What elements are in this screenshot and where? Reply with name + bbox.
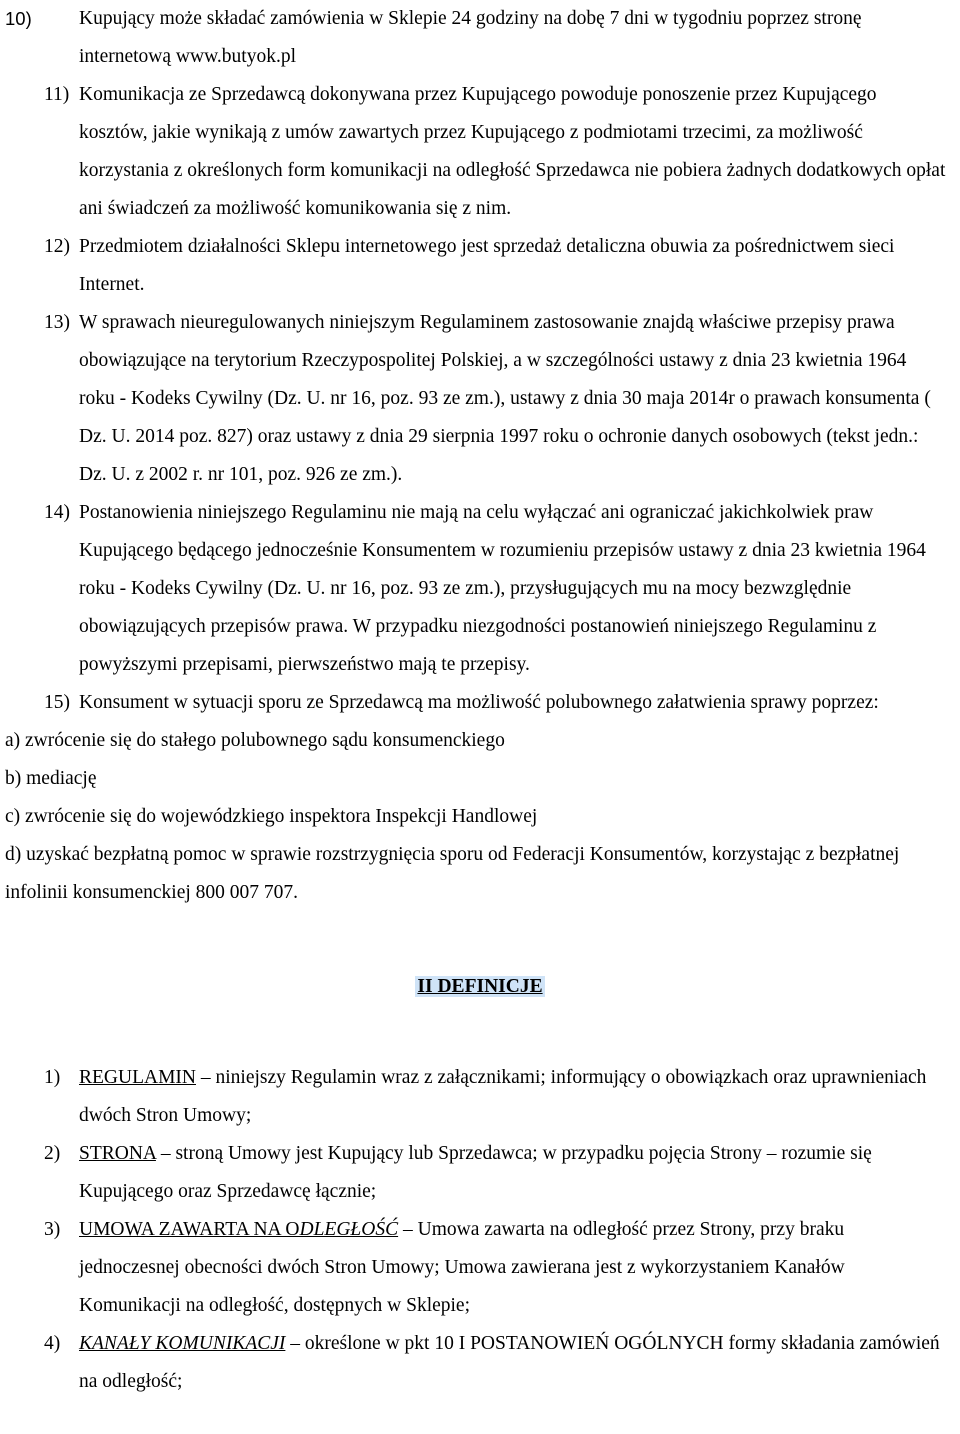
section-heading: II DEFINICJE: [417, 976, 543, 997]
definition-item: [0, 1325, 960, 1401]
definition-text: – określone w pkt 10 I POSTANOWIEŃ OGÓLNYCH formy składania zamówień na odległość;: [79, 1333, 940, 1392]
definition-number: 1): [44, 1067, 61, 1088]
sub-item: d) uzyskać bezpłatną pomoc w sprawie rozstrzygnięcia sporu od Federacji Konsumentów, korzystając z bezpłatnej infolinii konsumenckiej 800 007 707.: [5, 844, 900, 903]
item-text: Konsument w sytuacji sporu ze Sprzedawcą ma możliwość polubownego załatwienia sprawy poprzez:: [79, 692, 879, 713]
sub-item: b) mediację: [5, 768, 97, 789]
definition-number: 3): [44, 1219, 61, 1240]
definition-term: UMOWA ZAWARTA NA O: [79, 1219, 300, 1240]
list-item: [0, 76, 960, 228]
sub-item: c) zwrócenie się do wojewódzkiego inspektora Inspekcji Handlowej: [5, 806, 538, 827]
definition-text: – stroną Umowy jest Kupujący lub Sprzedawca; w przypadku pojęcia Strony – rozumie się Kupującego oraz Sprzedawcę łącznie;: [79, 1143, 872, 1202]
item-number: 14): [44, 502, 70, 523]
item-number: 13): [44, 312, 70, 333]
definition-item: [0, 1211, 960, 1325]
list-item: [0, 684, 960, 722]
definition-item: [0, 1135, 960, 1211]
item-text: Komunikacja ze Sprzedawcą dokonywana przez Kupującego powoduje ponoszenie przez Kupującego kosztów, jakie wynikają z umów zawartych przez Kupującego z podmiotami trzecimi, za możliwość korzystania z określonych form komunikacji na odległość Sprzedawca nie pobiera żadnych dodatkowych opłat ani świadczeń za możliwość komunikowania się z nim.: [79, 84, 946, 219]
definition-term: KANAŁY KOMUNIKACJI: [79, 1333, 286, 1354]
list-item: [0, 304, 960, 494]
definition-number: 4): [44, 1333, 61, 1354]
definition-term: STRONA: [79, 1143, 156, 1164]
definition-term: REGULAMIN: [79, 1067, 196, 1088]
definition-text: – niniejszy Regulamin wraz z załącznikami; informujący o obowiązkach oraz uprawnieniach dwóch Stron Umowy;: [79, 1067, 927, 1126]
item-number: 15): [44, 692, 70, 713]
item-text: Postanowienia niniejszego Regulaminu nie mają na celu wyłączać ani ograniczać jakichkolwiek praw Kupującego będącego jednocześnie Konsumentem w rozumieniu przepisów ustawy z dnia 23 kwietnia 1964 roku - Kodeks Cywilny (Dz. U. nr 16, poz. 93 ze zm.), przysługujących mu na mocy bezwzględnie obowiązujących przepisów prawa. W przypadku niezgodności postanowień niniejszego Regulaminu z powyższymi przepisami, pierwszeństwo mają te przepisy.: [79, 502, 926, 675]
definition-term-italic: DLEGŁOŚĆ: [299, 1219, 399, 1240]
item-number: 10): [5, 8, 32, 29]
section-heading-container: [0, 968, 960, 1006]
item-text: Kupujący może składać zamówienia w Sklepie 24 godziny na dobę 7 dni w tygodniu poprzez stronę internetową www.butyok.pl: [79, 8, 862, 67]
definition-item: [0, 1059, 960, 1135]
definition-number: 2): [44, 1143, 61, 1164]
list-item: [0, 0, 960, 76]
definition-text: – Umowa zawarta na odległość przez Strony, przy braku jednoczesnej obecności dwóch Stron Umowy; Umowa zawierana jest z wykorzystaniem Kanałów Komunikacji na odległość, dostępnych w Sklepie;: [79, 1219, 845, 1316]
item-number: 11): [44, 84, 70, 105]
item-text: W sprawach nieuregulowanych niniejszym Regulaminem zastosowanie znajdą właściwe przepisy prawa obowiązujące na terytorium Rzeczypospolitej Polskiej, a w szczególności ustawy z dnia 23 kwietnia 1964 roku - Kodeks Cywilny (Dz. U. nr 16, poz. 93 ze zm.), ustawy z dnia 30 maja 2014r o prawach konsumenta ( Dz. U. 2014 poz. 827) oraz ustawy z dnia 29 sierpnia 1997 roku o ochronie danych osobowych (tekst jedn.: Dz. U. z 2002 r. nr 101, poz. 926 ze zm.).: [79, 312, 931, 485]
list-item: [0, 494, 960, 684]
item-number: 12): [44, 236, 70, 257]
sub-item: a) zwrócenie się do stałego polubownego sądu konsumenckiego: [5, 730, 505, 751]
list-item: [0, 228, 960, 304]
item-text: Przedmiotem działalności Sklepu internetowego jest sprzedaż detaliczna obuwia za pośrednictwem sieci Internet.: [79, 236, 895, 295]
